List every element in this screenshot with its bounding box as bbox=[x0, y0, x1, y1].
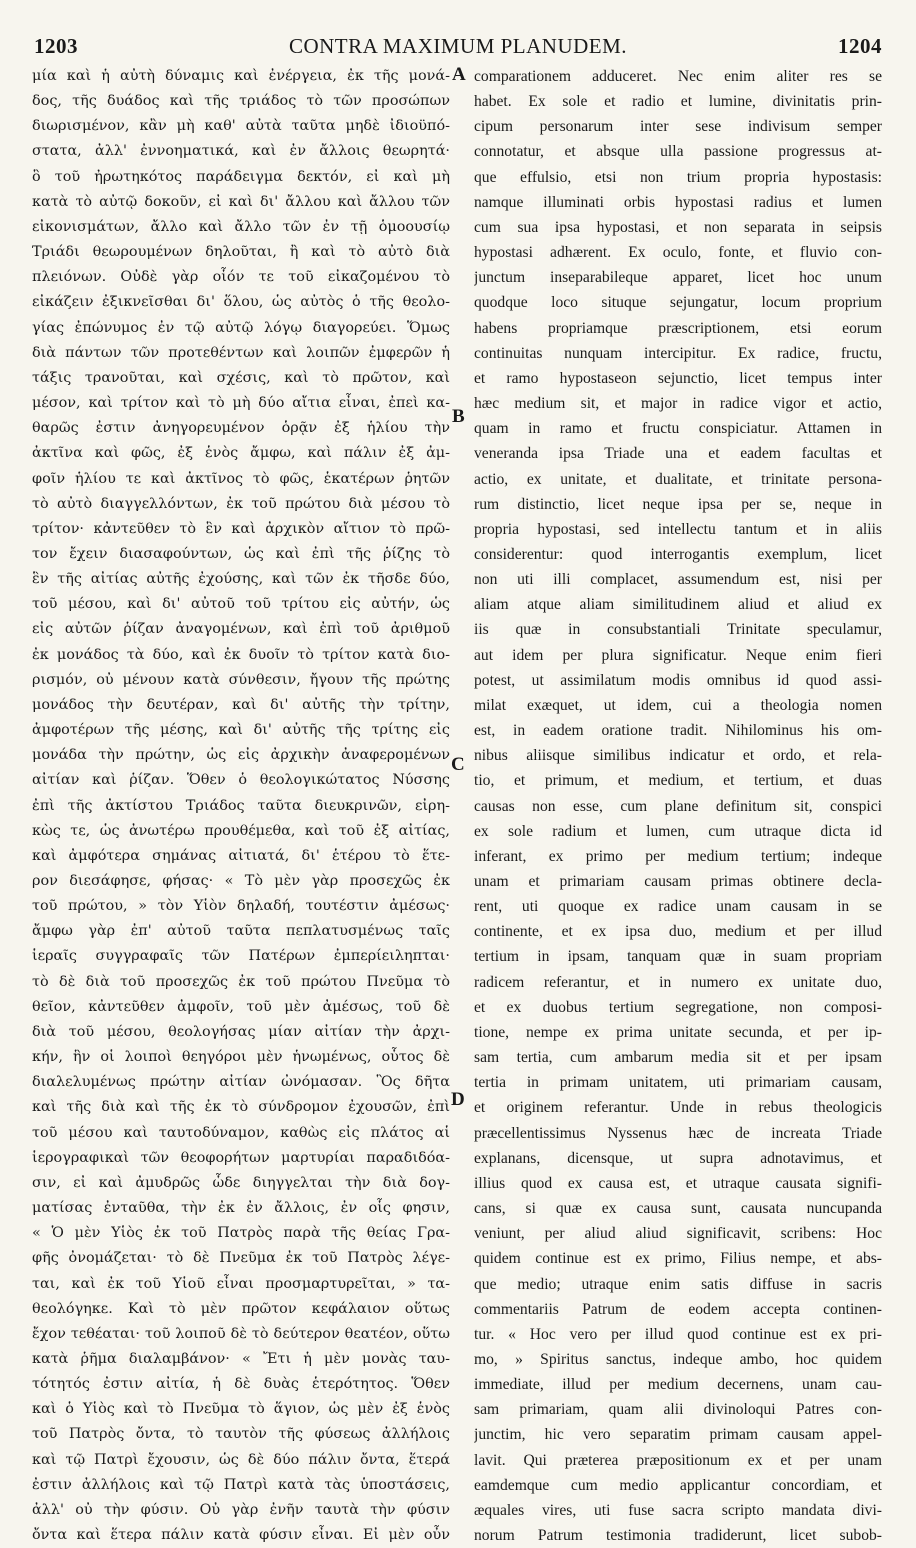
latin-text-line: tio, et primum, et medium, et tertium, et duas bbox=[474, 772, 882, 790]
latin-text-line: præcellentissimus Nyssenus hæc de increata Triade bbox=[474, 1124, 882, 1142]
latin-text-line: continente, et ex ipsa duo, medium et per illud bbox=[474, 923, 882, 941]
latin-text-line: hypostasi adhærent. Ex oculo, fonte, et fluvio con- bbox=[474, 244, 882, 262]
greek-text-line: μέσον, καὶ τρίτον καὶ τὸ μὴ δύο αἴτια εἶναι, ἐπεὶ κα- bbox=[32, 395, 450, 412]
greek-column bbox=[32, 64, 450, 1548]
latin-text-line: non uti illi complacet, assumendum est, nisi per bbox=[474, 571, 882, 589]
greek-text-line: ἓν τῆς αἰτίας αὐτῆς ἐχούσης, καὶ τῶν ἐκ τῆσδε δύο, bbox=[32, 571, 450, 588]
greek-text-line: ται, καὶ ἐκ τοῦ Υἱοῦ εἶναι προσμαρτυρεῖται, » τα- bbox=[32, 1275, 450, 1292]
greek-text-line: ἔχον τεθέαται· τοῦ λοιποῦ δὲ τὸ δεύτερον θεατέον, οὕτω bbox=[32, 1325, 450, 1342]
latin-text-line: quodque loco situque sejungatur, locum proprium bbox=[474, 294, 882, 312]
greek-text-line: μία καὶ ἡ αὐτὴ δύναμις καὶ ἐνέργεια, ἐκ τῆς μονά- bbox=[32, 68, 450, 84]
section-marker-d: D bbox=[451, 1089, 465, 1110]
greek-text-line: θεολόγηκε. Καὶ τὸ μὲν πρῶτον κεφάλαιον οὕτως bbox=[32, 1300, 450, 1317]
latin-text-line: sam primariam, quam alii divinoloqui Patres con- bbox=[474, 1401, 882, 1419]
greek-text-line: ἀλλ' οὐ τὴν φύσιν. Οὐ γὰρ ἐνῆν ταυτὰ τὴν φύσιν bbox=[32, 1501, 450, 1518]
latin-text-line: tertium in ipsam, tanquam quæ in suam propriam bbox=[474, 948, 882, 966]
latin-text-line: aliam atque aliam similitudinem aliud et aliud ex bbox=[474, 596, 882, 614]
latin-text-line: et originem referantur. Unde in rebus theologicis bbox=[474, 1099, 882, 1117]
greek-text-line: ματίσας ἐνταῦθα, τὴν ἐκ ἐν ἄλλοις, ἐν οἷς φησιν, bbox=[32, 1200, 450, 1217]
greek-text-line: ἀκτῖνα καὶ φῶς, ἐξ ἑνὸς ἄμφω, καὶ πάλιν ἐξ ἀμ- bbox=[32, 445, 450, 462]
greek-text-line: σιν, εἰ καὶ ἀμυδρῶς ὧδε διηγγελται τὴν διὰ δογ- bbox=[32, 1174, 450, 1191]
greek-text-line: κατὰ ῥῆμα διαλαμβάνον· « Ἔτι ἡ μὲν μονὰς ταυ- bbox=[32, 1350, 450, 1367]
greek-text-line: κήν, ἣν οἱ λοιποὶ θεηγόροι μὲν ἡνωμένως, οὗτος δὲ bbox=[32, 1049, 450, 1066]
latin-text-line: hæc medium sit, et major in radice vigor et actio, bbox=[474, 395, 882, 413]
greek-text-line: γίας ἐπώνυμος ἐν τῷ αὐτῷ λόγῳ διαγορεύει. Ὅμως bbox=[32, 319, 450, 336]
latin-text-line: junctum inseparabileque apparet, licet hoc unum bbox=[474, 269, 882, 287]
greek-text-line: διὰ πάντων τῶν προτεθέντων καὶ λοιπῶν ἐμφερῶν ἡ bbox=[32, 344, 450, 361]
page-header bbox=[30, 34, 886, 60]
latin-text-line: rent, uti quoque ex radice unam causam in se bbox=[474, 898, 882, 916]
greek-text-line: ρον διεσάφησε, φήσας· « Τὸ μὲν γὰρ προσεχῶς ἐκ bbox=[32, 873, 450, 889]
latin-text-line: ex sole radium et lumen, cum utraque dicta id bbox=[474, 822, 882, 840]
latin-text-line: milat exæquet, ut idem, cui a theologia nomen bbox=[474, 696, 882, 714]
greek-text-line: καὶ τῷ Πατρὶ ἔχουσιν, ὡς δὲ δύο πάλιν ὄντα, ἕτερά bbox=[32, 1451, 450, 1468]
greek-text-line: « Ὁ μὲν Υἱὸς ἐκ τοῦ Πατρὸς παρὰ τῆς θείας Γρα- bbox=[32, 1225, 450, 1242]
greek-text-line: τότητός ἐστιν αἰτία, ἡ δὲ δυὰς ἑτερότητος. Ὅθεν bbox=[32, 1376, 450, 1393]
latin-text-line: potest, ut assimilatum modis omnibus id quod assi- bbox=[474, 671, 882, 689]
greek-text-line: διὰ τοῦ μέσου, θεολογήσας μίαν αἰτίαν τὴν ἀρχι- bbox=[32, 1023, 450, 1040]
greek-text-line: τὸ δὲ διὰ τοῦ προσεχῶς ἐκ τοῦ πρώτου Πνεῦμα τὸ bbox=[32, 973, 450, 990]
greek-text-line: ἱερογραφικαὶ τῶν θεοφορήτων μαρτυρίαι παραδιδόα- bbox=[32, 1149, 450, 1166]
latin-text-line: tione, nempe ex prima unitate secunda, et per ip- bbox=[474, 1023, 882, 1041]
latin-text-line: cum sua ipsa hypostasi, et non separata in seipsis bbox=[474, 218, 882, 236]
greek-text-line: κατὰ τὸ αὐτῷ δοκοῦν, εἰ καὶ δι' ἄλλου καὶ ἄλλου τῶν bbox=[32, 193, 450, 210]
latin-text-line: radicem referantur, et in numero ex unitate duo, bbox=[474, 973, 882, 991]
greek-text-line: ἄμφω γὰρ ἐπ' αὐτοῦ ταῦτα πεπλατυσμένως ταῖς bbox=[32, 923, 450, 940]
greek-text-line: δος, τῆς δυάδος καὶ τῆς τριάδος τὸ τῶν προσώπων bbox=[32, 93, 450, 110]
latin-text-line: explanans, dicensque, ut supra adnotavimus, et bbox=[474, 1149, 882, 1167]
latin-text-line: tertia in primam unitatem, uti primariam causam, bbox=[474, 1074, 882, 1092]
greek-text-line: ἱεραῖς συγγραφαῖς τῶν Πατέρων ἐμπερίειληπται· bbox=[32, 948, 450, 965]
greek-text-line: εἰκονισμάτων, ἄλλο καὶ ἄλλο τῶν ἐν τῇ ὁμοουσίῳ bbox=[32, 218, 450, 235]
latin-text-line: immediate, illud per medium decernens, unam cau- bbox=[474, 1376, 882, 1394]
latin-text-line: commentariis Patrum de eodem accepta continen- bbox=[474, 1300, 882, 1318]
latin-text-line: est, in eadem oratione tradit. Nihilominus his om- bbox=[474, 722, 882, 740]
latin-text-line: namque illuminati orbis hypostasi radius et lumen bbox=[474, 193, 882, 211]
greek-text-line: ὄντα καὶ ἕτερα πάλιν κατὰ φύσιν εἶναι. Εἰ μὲν οὖν bbox=[32, 1527, 450, 1544]
latin-text-line: continuitas nunquam intercipitur. Ex radice, fructu, bbox=[474, 344, 882, 362]
latin-text-line: norum Patrum testimonia tradiderunt, licet subob- bbox=[474, 1527, 882, 1545]
latin-text-line: que medio; utraque enim satis diffuse in sacris bbox=[474, 1275, 882, 1293]
greek-text-line: διωρισμένον, κἂν μὴ καθ' αὐτὰ ταῦτα μηδὲ ἰδιοϋπό- bbox=[32, 118, 450, 135]
section-marker-c: C bbox=[451, 754, 465, 775]
greek-text-line: ἐστιν ἀλλήλοις καὶ τῷ Πατρὶ κατὰ τὰς ὑποστάσεις, bbox=[32, 1476, 450, 1493]
latin-text-line: iis quæ in consubstantiali Trinitate speculamur, bbox=[474, 621, 882, 639]
latin-text-line: cans, si quæ ex causa sunt, causata nuncupanda bbox=[474, 1200, 882, 1218]
latin-text-line: que effulsio, etsi non trium propria hypostasis: bbox=[474, 168, 882, 186]
section-marker-b: B bbox=[452, 406, 465, 427]
greek-text-line: ἐκ μονάδος τὰ δύο, καὶ ἐκ δυοῖν τὸ τρίτον κατὰ διο- bbox=[32, 646, 450, 663]
greek-text-line: τάξις τρανοῦται, καὶ σχέσις, καὶ τὸ πρῶτον, καὶ bbox=[32, 369, 450, 386]
latin-text-line: propria hypostasi, sed intellectu tantum et in aliis bbox=[474, 520, 882, 538]
greek-text-line: ἐπὶ τῆς ἀκτίστου Τριάδος ταῦτα διευκρινῶν, εἰρη- bbox=[32, 797, 450, 814]
latin-text-line: inferant, ex primo per medium tertium; indeque bbox=[474, 847, 882, 865]
greek-text-line: ἀμφοτέρων τῆς μέσης, καὶ δι' αὐτῆς τῆς τρίτης εἰς bbox=[32, 722, 450, 739]
greek-text-line: καὶ ἀμφότερα σημάνας αἰτιατά, δι' ἑτέρου τὸ ἕτε- bbox=[32, 847, 450, 864]
greek-text-line: μονάδα τὴν πρώτην, ὡς εἰς ἀρχικὴν ἀναφερομένων bbox=[32, 747, 450, 764]
latin-text-line: causas non esse, cum plane definitum sit, conspici bbox=[474, 797, 882, 815]
latin-text-line: et ex duobus tertium segregatione, non composi- bbox=[474, 998, 882, 1016]
latin-text-line: connotatur, et absque ulla passione progressus at- bbox=[474, 143, 882, 161]
greek-text-line: τοῦ μέσου, καὶ δι' αὐτοῦ τοῦ τρίτου εἰς αὐτήν, ὡς bbox=[32, 596, 450, 613]
greek-text-line: αἰτίαν καὶ ῥίζαν. Ὅθεν ὁ θεολογικώτατος Νύσσης bbox=[32, 772, 450, 789]
latin-text-line: eamdemque cum medio applicantur concordiam, et bbox=[474, 1476, 882, 1494]
latin-column bbox=[474, 64, 882, 1548]
latin-text-line: aut idem per plura significatur. Neque enim fieri bbox=[474, 646, 882, 664]
greek-text-line: φῆς ὀνομάζεται· τὸ δὲ Πνεῦμα ἐκ τοῦ Πατρὸς λέγε- bbox=[32, 1250, 450, 1267]
greek-text-line: Τριάδι θεωρουμένων δηλοῦται, ἢ καὶ τὸ αὐτὸ διὰ bbox=[32, 244, 450, 261]
latin-text-line: quam in ramo et fructu conspiciatur. Attamen in bbox=[474, 420, 882, 438]
latin-text-line: junctim, hic vero separatim primam causam appel- bbox=[474, 1426, 882, 1444]
greek-text-line: διαλελυμένως πρώτην αἰτίαν ὠνόμασαν. Ὃς δῆτα bbox=[32, 1074, 450, 1091]
greek-text-line: εἰς αὐτῶν ῥίζαν ἀναγομένων, καὶ ἐπὶ τοῦ ἀριθμοῦ bbox=[32, 621, 450, 638]
latin-text-line: veniunt, per aliud aliud significavit, scribens: Hoc bbox=[474, 1225, 882, 1243]
greek-text-line: καὶ ὁ Υἱὸς καὶ τὸ Πνεῦμα τὸ ἅγιον, ὡς μὲν ἐξ ἑνὸς bbox=[32, 1401, 450, 1418]
latin-text-line: sam tertia, cum ambarum media sit et per ipsam bbox=[474, 1049, 882, 1067]
greek-text-line: τοῦ μέσου καὶ ταυτοδύναμον, καθὼς εἰς πλάτος αἱ bbox=[32, 1124, 450, 1141]
latin-text-line: comparationem adduceret. Nec enim aliter res se bbox=[474, 68, 882, 85]
latin-text-line: habet. Ex sole et radio et lumine, divinitatis prin- bbox=[474, 93, 882, 111]
greek-text-line: κὼς τε, ὡς ἀνωτέρω προυθέμεθα, καὶ τοῦ ἐξ αἰτίας, bbox=[32, 822, 450, 839]
greek-text-line: τον ἔχειν διασαφούντων, ὡς καὶ ἐπὶ τῆς ῥίζης τὸ bbox=[32, 545, 450, 562]
greek-text-line: τοῦ Πατρὸς ὄντα, τὸ ταυτὸν τῆς φύσεως ἀλλήλοις bbox=[32, 1426, 450, 1443]
greek-text-line: εἰκάζειν ἐξικνεῖσθαι δι' ὅλου, ὡς αὐτὸς ὁ τῆς θεολο- bbox=[32, 294, 450, 311]
latin-text-line: et ramo hypostaseon sejunctio, licet tempus inter bbox=[474, 369, 882, 387]
latin-text-line: unam et primariam causam primas obtinere decla- bbox=[474, 873, 882, 890]
greek-text-line: τοῦ πρώτου, » τὸν Υἱὸν δηλαδή, τουτέστιν ἀμέσως· bbox=[32, 898, 450, 915]
latin-text-line: illius quod ex causa est, et utraque causata signifi- bbox=[474, 1174, 882, 1192]
latin-text-line: habens propriamque præscriptionem, etsi eorum bbox=[474, 319, 882, 337]
latin-text-line: nibus aliisque similibus indicatur et ordo, et rela- bbox=[474, 747, 882, 765]
greek-text-line: καὶ τῆς διὰ καὶ τῆς ἐκ τὸ σύνδρομον ἐχουσῶν, ἐπὶ bbox=[32, 1099, 450, 1116]
greek-text-line: φοῖν ἡλίου τε καὶ ἀκτῖνος τὸ φῶς, ἑκατέρων ῥητῶν bbox=[32, 470, 450, 487]
latin-text-line: mo, » Spiritus sanctus, indeque ambo, hoc quidem bbox=[474, 1350, 882, 1368]
greek-text-line: τὸ αὐτὸ διαγγελλόντων, ἐκ τοῦ πρώτου διὰ μέσου τὸ bbox=[32, 495, 450, 512]
running-title: CONTRA MAXIMUM PLANUDEM. bbox=[288, 34, 628, 58]
latin-text-line: cipum personarum inter sese indivisum semper bbox=[474, 118, 882, 136]
latin-text-line: veneranda ipsa Triade una et eadem facultas et bbox=[474, 445, 882, 463]
greek-text-line: ρισμόν, οὐ μένουν κατὰ σύνθεσιν, ἤγουν τῆς πρώτης bbox=[32, 671, 450, 688]
greek-text-line: τρίτον· κἀντεῦθεν τὸ ἓν καὶ ἀρχικὸν αἴτιον τὸ πρῶ- bbox=[32, 520, 450, 537]
greek-text-line: στατα, ἀλλ' ἐννοηματικά, καὶ ἐν ἄλλοις θεωρητά· bbox=[32, 143, 450, 160]
greek-text-line: μονάδος τὴν δευτέραν, καὶ δι' αὐτῆς τὴν τρίτην, bbox=[32, 696, 450, 713]
greek-text-line: ὃ τοῦ ἠρωτηκότος παράδειγμα δεκτόν, εἰ καὶ μὴ bbox=[32, 168, 450, 185]
latin-text-line: quidem continue est ex primo, Filius nempe, et abs- bbox=[474, 1250, 882, 1268]
page-number-left: 1203 bbox=[34, 34, 78, 58]
latin-text-line: considerentur: quod interrogantis exemplum, licet bbox=[474, 545, 882, 563]
greek-text-line: θαρῶς ἐστιν ἀνηγορευμένον ὁρᾷν ἐξ ἡλίου τὴν bbox=[32, 420, 450, 437]
greek-text-line: θεῖον, κἀντεῦθεν ἀμφοῖν, τοῦ μὲν ἀμέσως, τοῦ δὲ bbox=[32, 998, 450, 1015]
latin-text-line: tur. « Hoc vero per illud quod continue est ex pri- bbox=[474, 1325, 882, 1343]
greek-text-line: πλειόνων. Οὐδὲ γὰρ οἷόν τε τοῦ εἰκαζομένου τὸ bbox=[32, 269, 450, 286]
latin-text-line: lavit. Qui præterea præpositionum ex et per unam bbox=[474, 1451, 882, 1469]
latin-text-line: æquales vires, uti fuse sacra scripto mandata divi- bbox=[474, 1501, 882, 1519]
latin-text-line: actio, ex unitate, et dualitate, et trinitate persona- bbox=[474, 470, 882, 488]
section-marker-a: A bbox=[452, 64, 466, 85]
latin-text-line: rum distinctio, licet neque ipsa per se, neque in bbox=[474, 495, 882, 513]
page-number-right: 1204 bbox=[838, 34, 882, 58]
